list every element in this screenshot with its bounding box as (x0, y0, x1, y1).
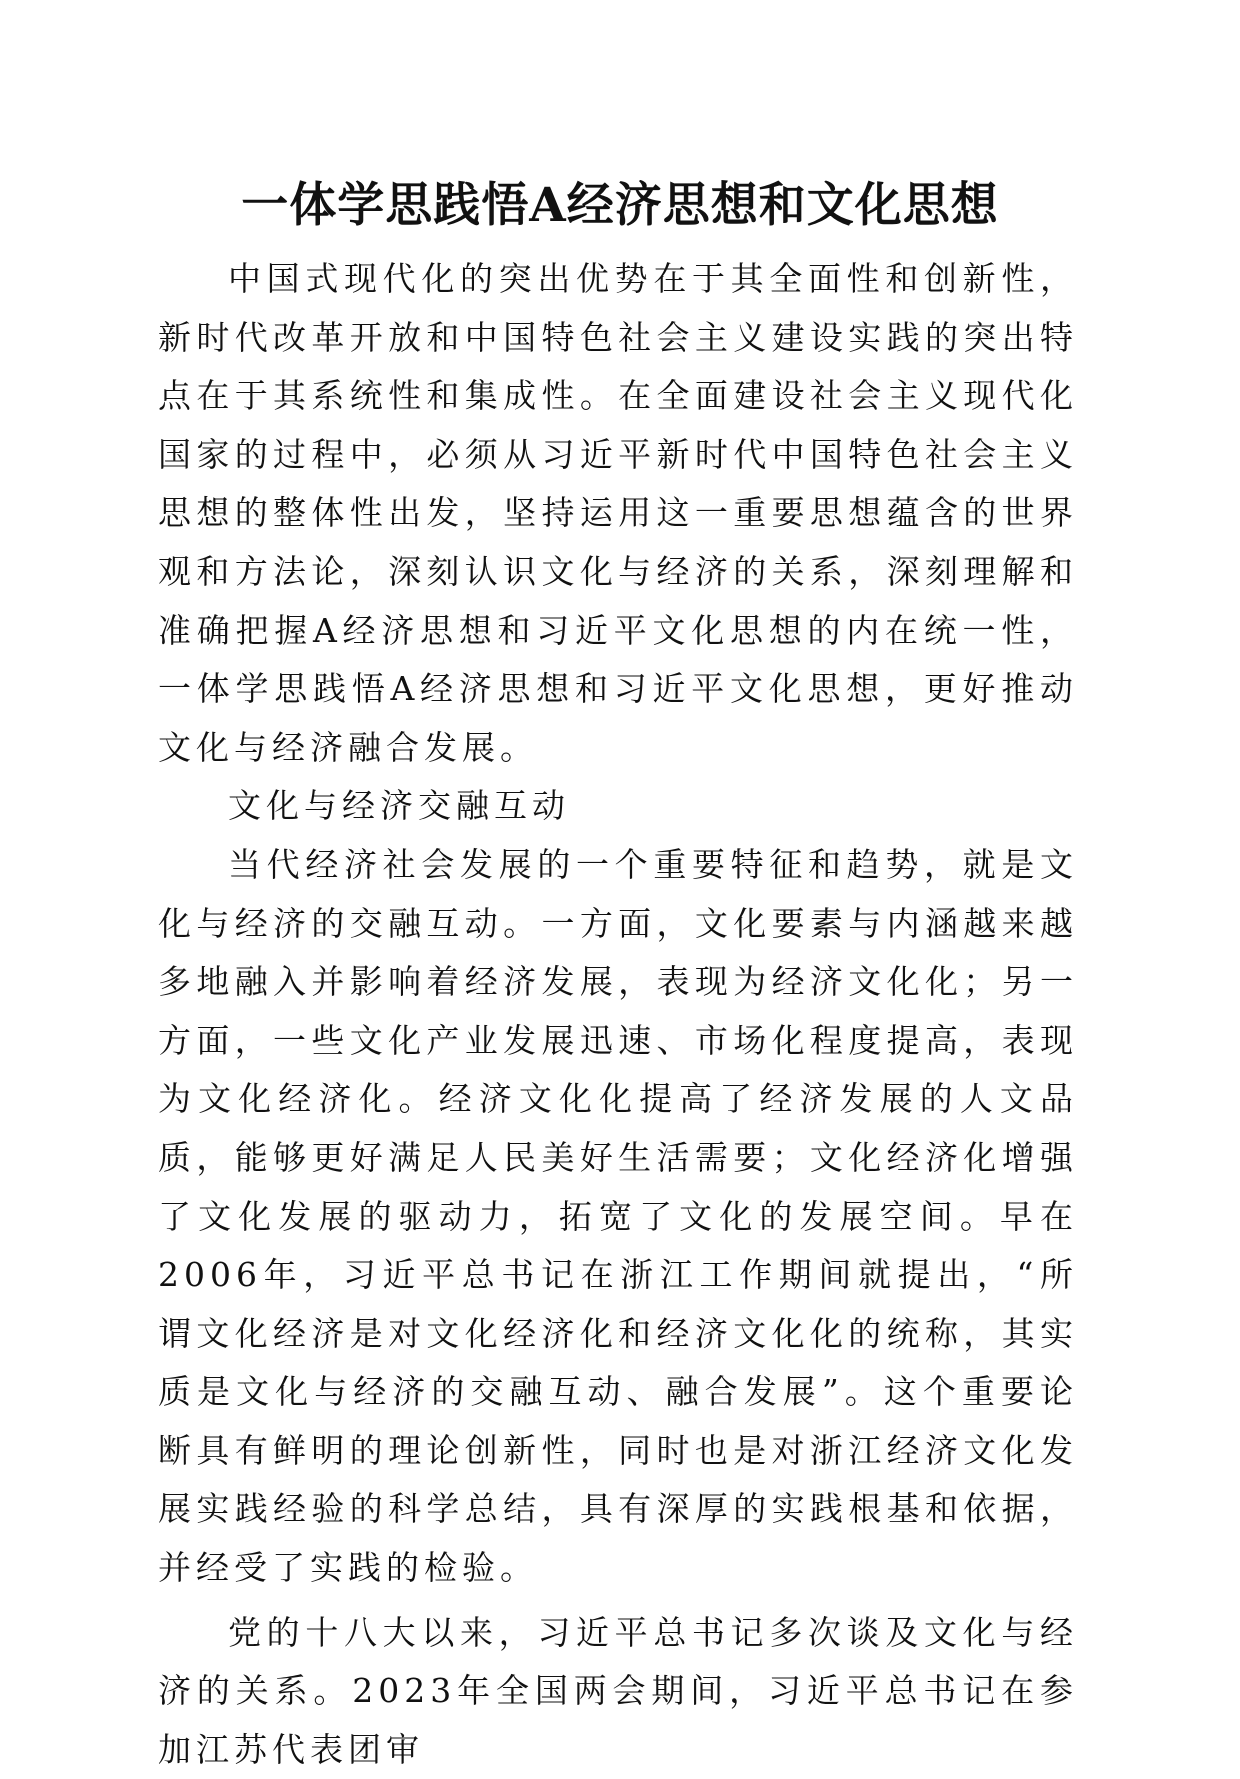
section-heading: 文化与经济交融互动 (228, 786, 570, 826)
paragraph-since-18th-congress: 党的十八大以来，习近平总书记多次谈及文化与经济的关系。2023年全国两会期间，习近平总书记在参加江苏代表团审 (158, 1612, 1078, 1769)
paragraph-intro: 中国式现代化的突出优势在于其全面性和创新性，新时代改革开放和中国特色社会主义建设实践的突出特点在于其系统性和集成性。在全面建设社会主义现代化国家的过程中，必须从习近平新时代中国特色社会主义思想的整体性出发，坚持运用这一重要思想蕴含的世界观和方法论，深刻认识文化与经济的关系，深刻理解和准确把握A经济思想和习近平文化思想的内在统一性，一体学思践悟A经济思想和习近平文化思想，更好推动文化与经济融合发展。 (158, 259, 1078, 767)
document-title: 一体学思践悟A经济思想和文化思想 (241, 178, 999, 233)
document-body (158, 250, 1078, 1779)
paragraph-culture-economy: 当代经济社会发展的一个重要特征和趋势，就是文化与经济的交融互动。一方面，文化要素与内涵越来越多地融入并影响着经济发展，表现为经济文化化；另一方面，一些文化产业发展迅速、市场化程度提高，表现为文化经济化。经济文化化提高了经济发展的人文品质，能够更好满足人民美好生活需要；文化经济化增强了文化发展的驱动力，拓宽了文化的发展空间。早在2006年，习近平总书记在浙江工作期间就提出，“所谓文化经济是对文化经济化和经济文化化的统称，其实质是文化与经济的交融互动、融合发展”。这个重要论断具有鲜明的理论创新性，同时也是对浙江经济文化发展实践经验的科学总结，具有深厚的实践根基和依据，并经受了实践的检验。 (158, 844, 1078, 1588)
